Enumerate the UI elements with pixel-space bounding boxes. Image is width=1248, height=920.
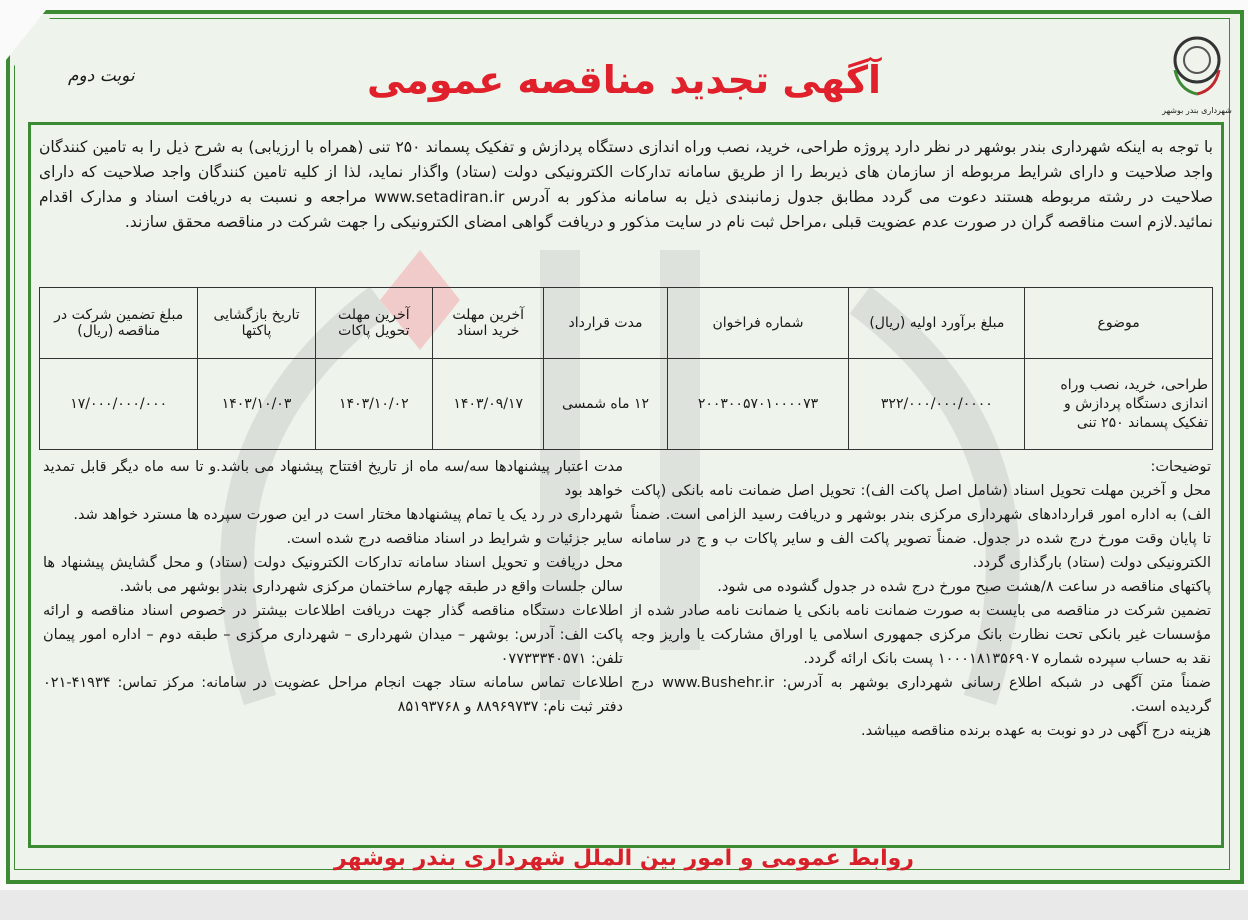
- note-website: ضمناً متن آگهی در شبکه اطلاع رسانی شهرداری بوشهر به آدرس: www.Bushehr.ir درج گردیده است.: [631, 675, 1211, 715]
- col-opening-date: تاریخ بازگشایی پاکتها: [198, 288, 315, 359]
- cell-delivery-deadline: ۱۴۰۳/۱۰/۰۲: [315, 359, 432, 450]
- cell-doc-deadline: ۱۴۰۳/۰۹/۱۷: [433, 359, 544, 450]
- table-row: [40, 359, 1213, 450]
- col-subject: موضوع: [1025, 288, 1213, 359]
- cell-subject: طراحی، خرید، نصب وراه اندازی دستگاه پردازش و تفکیک پسماند ۲۵۰ تنی: [1025, 359, 1213, 450]
- col-guarantee: مبلغ تضمین شرکت در مناقصه (ریال): [40, 288, 198, 359]
- tender-table: [39, 287, 1213, 450]
- note-delivery: محل و آخرین مهلت تحویل اسناد (شامل اصل پاکت الف): تحویل اصل ضمانت نامه بانکی (پاکت الف) به اداره امور قراردادهای شهرداری مرکزی بندر بوشهر و دریافت رسید الزامی است. ضمناً تا پایان وقت مورخ درج شده در جدول. ضمناً تصویر پاکت الف و سایر پاکات ب و ج در سامانه الکترونیکی دولت (ستاد) بارگذاری گردد.: [631, 483, 1211, 571]
- col-duration: مدت قرارداد: [544, 288, 667, 359]
- note-guarantee: تضمین شرکت در مناقصه می بایست به صورت ضمانت نامه بانکی یا ضمانت نامه صادر شده از مؤسسات غیر بانکی تحت نظارت بانک مرکزی جمهوری اسلامی یا اوراق مشارکت یا واریز وجه نقد به حساب سپرده شماره ۱۰۰۰۱۸۱۳۵۶۹۰۷ پست بانک ارائه گردد.: [631, 603, 1211, 667]
- note-details: سایر جزئیات و شرایط در اسناد مناقصه درج شده است.: [286, 531, 623, 547]
- intro-paragraph: با توجه به اینکه شهرداری بندر بوشهر در نظر دارد پروژه طراحی، خرید، نصب وراه اندازی دستگاه پردازش و تفکیک پسماند ۲۵۰ تنی (همراه با ارزیابی) به شرح ذیل را به تامین کنندگان واجد صلاحیت و دارای شرایط مربوطه از سازمان های ذیربط را از طریق سامانه تدارکات الکترونیکی دولت (ستاد) واگذار نماید، لذا از کلیه تامین کنندگان واجد صلاحیت که دارای صلاحیت در رشته مربوطه هستند دعوت می گردد مطابق جدول زمانبندی ذیل به سامانه مذکور به آدرس www.setadiran.ir مراجعه و نسبت به دریافت اسناد و مدارک اقدام نمائید.لازم است مناقصه گران در صورت عدم عضویت قبلی ،مراحل ثبت نام در سایت مذکور و دریافت گواهی امضای الکترونیکی را جهت شرکت در مناقصه محقق سازند.: [39, 138, 1214, 231]
- note-rejection: شهرداری در رد یک یا تمام پیشنهادها مختار است در این صورت سپرده ها مسترد خواهد شد.: [73, 507, 623, 523]
- col-doc-deadline: آخرین مهلت خرید اسناد: [433, 288, 544, 359]
- table-header-row: [40, 288, 1213, 359]
- note-validity: مدت اعتبار پیشنهادها سه/سه ماه از تاریخ افتتاح پیشنهاد می باشد.و تا سه ماه دیگر قابل تمدید خواهد بود: [43, 459, 623, 499]
- page-title: آگهی تجدید مناقصه عمومی: [366, 58, 882, 102]
- notes-heading: توضیحات:: [1150, 459, 1211, 475]
- footer-signature: روابط عمومی و امور بین الملل شهرداری بندر بوشهر: [334, 846, 914, 871]
- note-setad-contact: اطلاعات تماس سامانه ستاد جهت انجام مراحل عضویت در سامانه: مرکز تماس: ۴۱۹۳۴-۰۲۱ دفتر ثبت نام: ۸۸۹۶۹۷۳۷ و ۸۵۱۹۳۷۶۸: [43, 675, 623, 715]
- note-contact: اطلاعات دستگاه مناقصه گذار جهت دریافت اطلاعات بیشتر در خصوص اسناد مناقصه و ارائه پاکت الف: آدرس: بوشهر – میدان شهرداری – شهرداری مرکزی – طبقه دوم – اداره امور پیمان تلفن: ۰۷۷۳۳۳۴۰۵۷۱: [43, 603, 623, 667]
- cell-call-number: ۲۰۰۳۰۰۵۷۰۱۰۰۰۰۷۳: [667, 359, 849, 450]
- col-call-number: شماره فراخوان: [667, 288, 849, 359]
- cell-estimate: ۳۲۲/۰۰۰/۰۰۰/۰۰۰۰: [849, 359, 1025, 450]
- note-location: محل دریافت و تحویل اسناد سامانه تدارکات الکترونیک دولت (ستاد) و محل گشایش پیشنهاد ها سالن جلسات واقع در طبقه چهارم ساختمان مرکزی شهرداری بندر بوشهر می باشد.: [43, 555, 623, 595]
- content-box: [28, 122, 1224, 848]
- cell-opening-date: ۱۴۰۳/۱۰/۰۳: [198, 359, 315, 450]
- cell-duration: ۱۲ ماه شمسی: [544, 359, 667, 450]
- notes-right-column: [631, 455, 1211, 743]
- col-delivery-deadline: آخرین مهلت تحویل پاکات: [315, 288, 432, 359]
- logo-caption: شهرداری بندر بوشهر: [1162, 106, 1232, 115]
- cell-guarantee: ۱۷/۰۰۰/۰۰۰/۰۰۰: [40, 359, 198, 450]
- round-label: نوبت دوم: [68, 66, 135, 86]
- col-estimate: مبلغ برآورد اولیه (ریال): [849, 288, 1025, 359]
- note-opening: پاکتهای مناقصه در ساعت ۸/هشت صبح مورخ درج شده در جدول گشوده می شود.: [717, 579, 1211, 595]
- notes-left-column: [43, 455, 623, 719]
- note-cost: هزینه درج آگهی در دو نوبت به عهده برنده مناقصه میباشد.: [861, 723, 1211, 739]
